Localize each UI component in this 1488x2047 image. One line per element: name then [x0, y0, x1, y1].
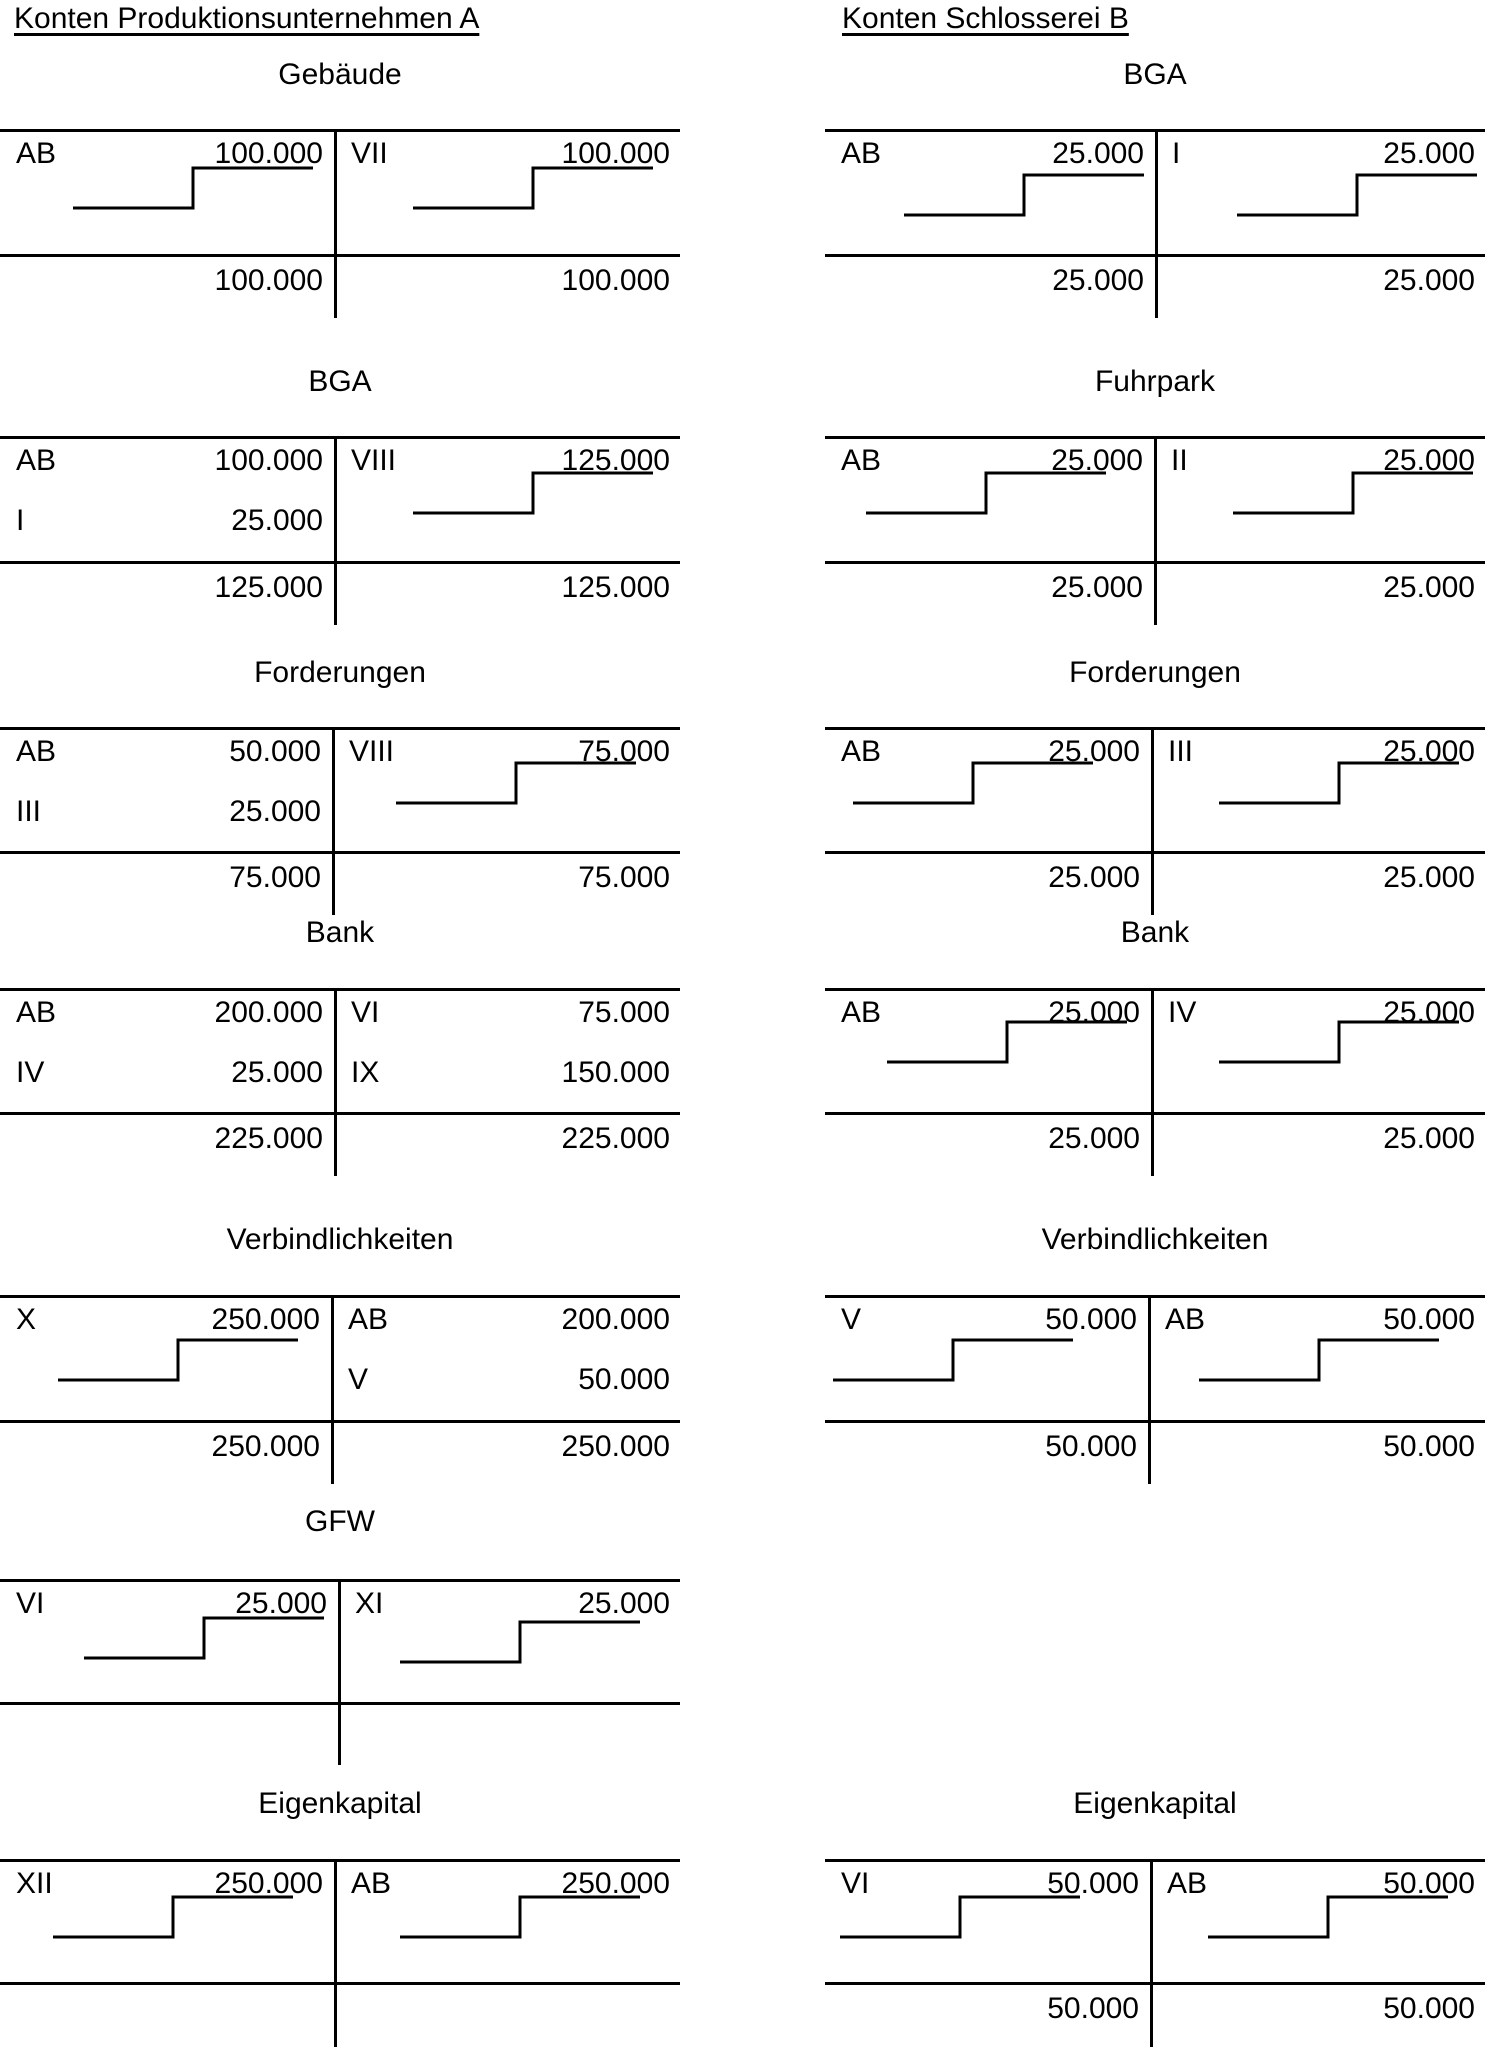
debit-total: 25.000	[1048, 861, 1140, 894]
credit-entry-amount: 50.000	[1383, 1303, 1475, 1336]
debit-entry-label: AB	[16, 996, 57, 1029]
credit-total: 250.000	[561, 1430, 670, 1463]
debit-total: 225.000	[214, 1122, 323, 1155]
credit-entry-label: V	[348, 1363, 369, 1396]
credit-entry-amount: 25.000	[1383, 137, 1475, 170]
credit-entry-amount: 200.000	[561, 1303, 670, 1336]
credit-entry-amount: 50.000	[1383, 1867, 1475, 1900]
credit-entry-label: AB	[1167, 1867, 1208, 1900]
filler-stroke-line	[840, 1892, 1080, 1942]
credit-total: 25.000	[1383, 1122, 1475, 1155]
credit-entry-label: II	[1171, 444, 1188, 477]
debit-entry-amount: 50.000	[1047, 1867, 1139, 1900]
account-title: Eigenkapital	[1073, 1787, 1237, 1820]
debit-total: 25.000	[1052, 264, 1144, 297]
account-title: Gebäude	[278, 58, 402, 91]
debit-entry-amount: 25.000	[231, 1056, 323, 1089]
credit-total: 50.000	[1383, 1992, 1475, 2025]
account-title: BGA	[1123, 58, 1187, 91]
debit-entry-label: AB	[841, 996, 882, 1029]
credit-entry-label: AB	[1165, 1303, 1206, 1336]
credit-entry-amount: 50.000	[578, 1363, 670, 1396]
credit-total: 125.000	[561, 571, 670, 604]
credit-entry-amount: 100.000	[561, 137, 670, 170]
right-account-eigenkapital	[825, 0, 1485, 2047]
debit-entry-amount: 25.000	[1052, 137, 1144, 170]
credit-entry-label: IV	[1168, 996, 1197, 1029]
credit-entry-amount: 75.000	[578, 996, 670, 1029]
credit-entry-amount: 250.000	[561, 1867, 670, 1900]
debit-entry-amount: 25.000	[235, 1587, 327, 1620]
credit-entry-label: IX	[351, 1056, 380, 1089]
account-title: Forderungen	[1069, 656, 1241, 689]
debit-entry-label: I	[16, 504, 25, 537]
credit-entry-amount: 25.000	[578, 1587, 670, 1620]
credit-entry-label: VIII	[349, 735, 395, 768]
debit-entry-amount: 25.000	[231, 504, 323, 537]
debit-entry-amount: 25.000	[1048, 735, 1140, 768]
account-title: BGA	[308, 365, 372, 398]
credit-entry-label: I	[1172, 137, 1181, 170]
debit-total: 100.000	[214, 264, 323, 297]
credit-total: 225.000	[561, 1122, 670, 1155]
account-center-line	[1150, 1860, 1153, 2047]
credit-entry-amount: 125.000	[561, 444, 670, 477]
account-title: Bank	[1120, 916, 1190, 949]
debit-entry-amount: 25.000	[1051, 444, 1143, 477]
debit-total: 25.000	[1051, 571, 1143, 604]
account-title: Verbindlichkeiten	[226, 1223, 454, 1256]
right-column-heading: Konten Schlosserei B	[842, 2, 1129, 35]
credit-entry-amount: 25.000	[1383, 996, 1475, 1029]
debit-entry-amount: 25.000	[229, 795, 321, 828]
account-title: GFW	[305, 1505, 375, 1538]
account-top-rule	[0, 1859, 680, 1862]
account-title: Fuhrpark	[1094, 365, 1216, 398]
credit-total: 25.000	[1383, 861, 1475, 894]
debit-entry-label: VI	[16, 1587, 45, 1620]
debit-entry-label: XII	[16, 1867, 53, 1900]
debit-total: 75.000	[229, 861, 321, 894]
credit-entry-amount: 25.000	[1383, 735, 1475, 768]
account-top-rule	[825, 1859, 1485, 1862]
filler-stroke-line	[400, 1892, 640, 1942]
debit-entry-label: III	[16, 795, 42, 828]
debit-entry-label: X	[16, 1303, 37, 1336]
debit-total: 50.000	[1047, 1992, 1139, 2025]
credit-total: 25.000	[1383, 571, 1475, 604]
account-center-line	[334, 1860, 337, 2047]
left-account-eigenkapital	[0, 0, 680, 2047]
credit-entry-label: VII	[351, 137, 388, 170]
credit-entry-amount: 75.000	[578, 735, 670, 768]
account-title: Forderungen	[254, 656, 426, 689]
debit-entry-label: AB	[16, 137, 57, 170]
credit-entry-amount: 150.000	[561, 1056, 670, 1089]
debit-total: 125.000	[214, 571, 323, 604]
debit-entry-label: IV	[16, 1056, 45, 1089]
debit-entry-label: AB	[16, 735, 57, 768]
filler-stroke-line	[1208, 1892, 1448, 1942]
debit-entry-amount: 25.000	[1048, 996, 1140, 1029]
debit-total: 50.000	[1045, 1430, 1137, 1463]
credit-entry-label: AB	[348, 1303, 389, 1336]
credit-total: 25.000	[1383, 264, 1475, 297]
debit-entry-label: AB	[841, 137, 882, 170]
debit-total: 25.000	[1048, 1122, 1140, 1155]
credit-entry-label: VIII	[351, 444, 397, 477]
debit-entry-amount: 250.000	[214, 1867, 323, 1900]
credit-entry-label: VI	[351, 996, 380, 1029]
debit-entry-amount: 100.000	[214, 137, 323, 170]
debit-entry-amount: 100.000	[214, 444, 323, 477]
credit-entry-label: XI	[355, 1587, 384, 1620]
account-title: Bank	[305, 916, 375, 949]
debit-entry-amount: 50.000	[229, 735, 321, 768]
debit-entry-label: AB	[841, 444, 882, 477]
credit-entry-amount: 25.000	[1383, 444, 1475, 477]
account-sum-rule	[0, 1982, 680, 1985]
filler-stroke-line	[53, 1892, 293, 1942]
credit-entry-label: III	[1168, 735, 1194, 768]
left-column-heading: Konten Produktionsunternehmen A	[14, 2, 480, 35]
credit-total: 75.000	[578, 861, 670, 894]
debit-entry-label: AB	[841, 735, 882, 768]
debit-total: 250.000	[211, 1430, 320, 1463]
account-title: Eigenkapital	[258, 1787, 422, 1820]
debit-entry-amount: 50.000	[1045, 1303, 1137, 1336]
debit-entry-label: AB	[16, 444, 57, 477]
debit-entry-label: VI	[841, 1867, 870, 1900]
debit-entry-amount: 250.000	[211, 1303, 320, 1336]
credit-total: 100.000	[561, 264, 670, 297]
account-sum-rule	[825, 1982, 1485, 1985]
debit-entry-label: V	[841, 1303, 862, 1336]
account-title: Verbindlichkeiten	[1041, 1223, 1269, 1256]
credit-entry-label: AB	[351, 1867, 392, 1900]
debit-entry-amount: 200.000	[214, 996, 323, 1029]
credit-total: 50.000	[1383, 1430, 1475, 1463]
